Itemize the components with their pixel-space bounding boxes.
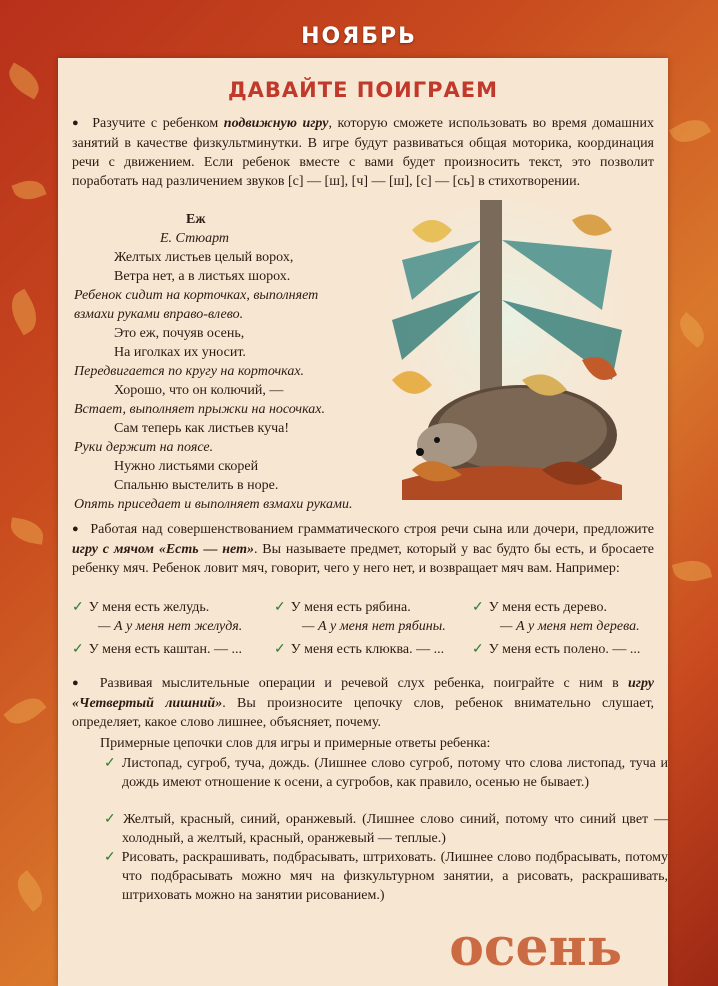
example-item xyxy=(274,640,444,659)
poem-line: Ветра нет, а в листьях шорох. xyxy=(114,269,291,284)
poem-line: Это еж, почуяв осень, xyxy=(114,326,245,341)
section-fourth-emphasis: игру «Четвертый лишний» xyxy=(72,676,654,711)
example-item xyxy=(472,598,607,617)
poem-direction: взмахи руками вправо-влево. xyxy=(74,307,244,322)
leaf-decoration xyxy=(672,556,712,587)
section-ball-emphasis: игру с мячом «Есть — нет» xyxy=(72,542,254,557)
leaf-decoration xyxy=(3,62,45,99)
example-have: У меня есть дерево. xyxy=(488,600,607,615)
month-title: НОЯБРЬ xyxy=(301,24,417,49)
check-icon: ✓ xyxy=(274,600,286,615)
section-ball-pre: Работая над совершенствованием грамматического строя речи сына или дочери, предложите xyxy=(90,522,654,537)
poem-line: На иголках их уносит. xyxy=(114,345,246,360)
poem-line: Нужно листьями скорей xyxy=(114,459,259,474)
leaf-decoration xyxy=(3,690,46,731)
chain-text: Желтый, красный, синий, оранжевый. (Лишнее слово синий, потому что синий цвет — холодный, а желтый, красный, оранжевый — теплые.) xyxy=(122,812,668,846)
section-intro-pre: Разучите с ребенком xyxy=(92,116,224,131)
content-panel xyxy=(58,58,668,986)
chain-text: Рисовать, раскрашивать, подбрасывать, штриховать. (Лишнее слово подбрасывать, потому что подбрасывать можно мяч на физкультурном занятии, а рисовать, раскрашивать, штриховать можно на занятии рисованием.) xyxy=(121,850,668,903)
example-item xyxy=(72,640,242,659)
check-icon: ✓ xyxy=(104,756,117,771)
example-reply: — А у меня нет желудя. xyxy=(98,619,243,634)
check-icon: ✓ xyxy=(472,600,484,615)
example-have: У меня есть желудь. xyxy=(88,600,210,615)
check-icon: ✓ xyxy=(72,642,84,657)
poem-lines xyxy=(74,248,374,514)
poem-line: Желтых листьев целый ворох, xyxy=(114,250,294,265)
hedgehog-icon xyxy=(372,200,642,506)
chains-intro: Примерные цепочки слов для игры и примерные ответы ребенка: xyxy=(100,736,491,751)
example-have: У меня есть клюква. — ... xyxy=(290,642,445,657)
section-intro xyxy=(72,114,654,191)
check-icon: ✓ xyxy=(104,850,117,865)
section-ball-game xyxy=(72,520,654,578)
example-have: У меня есть рябина. xyxy=(290,600,411,615)
leaf-decoration xyxy=(8,517,45,545)
section-fourth-extra xyxy=(72,674,654,732)
section-ball-post: . Вы называете предмет, который у вас будто бы есть, и бросаете ребенку мяч. Ребенок ловит мяч, говорит, чего у него нет, и возвращает мяч вам. Например: xyxy=(72,542,654,576)
hedgehog-illustration xyxy=(372,200,642,506)
poem-line: Спальню выстелить в норе. xyxy=(114,478,279,493)
example-have: У меня есть каштан. — ... xyxy=(88,642,243,657)
section-fourth-post: . Вы произносите цепочку слов, ребенок внимательно слушает, определяет, какое слово лишнее, объясняет, почему. xyxy=(72,696,655,730)
chain-item xyxy=(100,754,668,792)
check-icon: ✓ xyxy=(72,600,84,615)
check-icon: ✓ xyxy=(274,642,286,657)
chain-item xyxy=(100,848,668,905)
poem-direction: Ребенок сидит на корточках, выполняет xyxy=(74,288,319,303)
poem-direction: Встает, выполняет прыжки на носочках. xyxy=(74,402,325,417)
check-icon: ✓ xyxy=(104,812,119,827)
example-item xyxy=(72,598,209,617)
example-have: У меня есть полено. — ... xyxy=(488,642,641,657)
poem-line: Хорошо, что он колючий, — xyxy=(114,383,284,398)
example-reply: — А у меня нет рябины. xyxy=(302,619,446,634)
page-header xyxy=(0,24,718,49)
leaf-decoration xyxy=(669,112,711,149)
example-reply: — А у меня нет дерева. xyxy=(500,619,640,634)
check-icon: ✓ xyxy=(472,642,484,657)
poem-direction: Передвигается по кругу на корточках. xyxy=(74,364,305,379)
section-intro-emphasis: подвижную игру xyxy=(223,116,329,131)
poem-block xyxy=(74,210,374,514)
leaf-decoration xyxy=(10,870,50,912)
example-item xyxy=(274,598,411,617)
poem-direction: Руки держит на поясе. xyxy=(74,440,214,455)
chain-text: Листопад, сугроб, туча, дождь. (Лишнее слово сугроб, потому что слова листопад, туча и дождь имеют отношение к осени, а сугробов, как правило, осенью не бывает.) xyxy=(121,756,669,790)
section-fourth-pre: Развивая мыслительные операции и речевой слух ребенка, поиграйте с ним в xyxy=(99,676,629,691)
chain-item xyxy=(100,810,668,848)
example-item xyxy=(472,640,640,659)
poem-line: Сам теперь как листьев куча! xyxy=(114,421,289,436)
section-intro-post: , которую сможете использовать во время домашних занятий в качестве физкультминутки. В игре будут развиваться общая моторика, координация речи с движением. Если ребенок вместе с вами будет произносить текст, это позволит поработать над различением звуков [с] — [ш], [ч] — [ш], [с] — [сь] в стихотворении. xyxy=(72,116,655,189)
poem-title: Еж xyxy=(186,212,206,227)
leaf-decoration xyxy=(4,289,45,336)
leaf-decoration xyxy=(673,312,710,348)
page-title: ДАВАЙТЕ ПОИГРАЕМ xyxy=(227,78,499,102)
examples-grid xyxy=(72,598,662,662)
footer-season-word: осень xyxy=(449,917,622,978)
poem-author: Е. Стюарт xyxy=(160,231,229,246)
poem-direction: Опять приседает и выполняет взмахи руками. xyxy=(74,497,353,512)
leaf-decoration xyxy=(11,175,46,204)
